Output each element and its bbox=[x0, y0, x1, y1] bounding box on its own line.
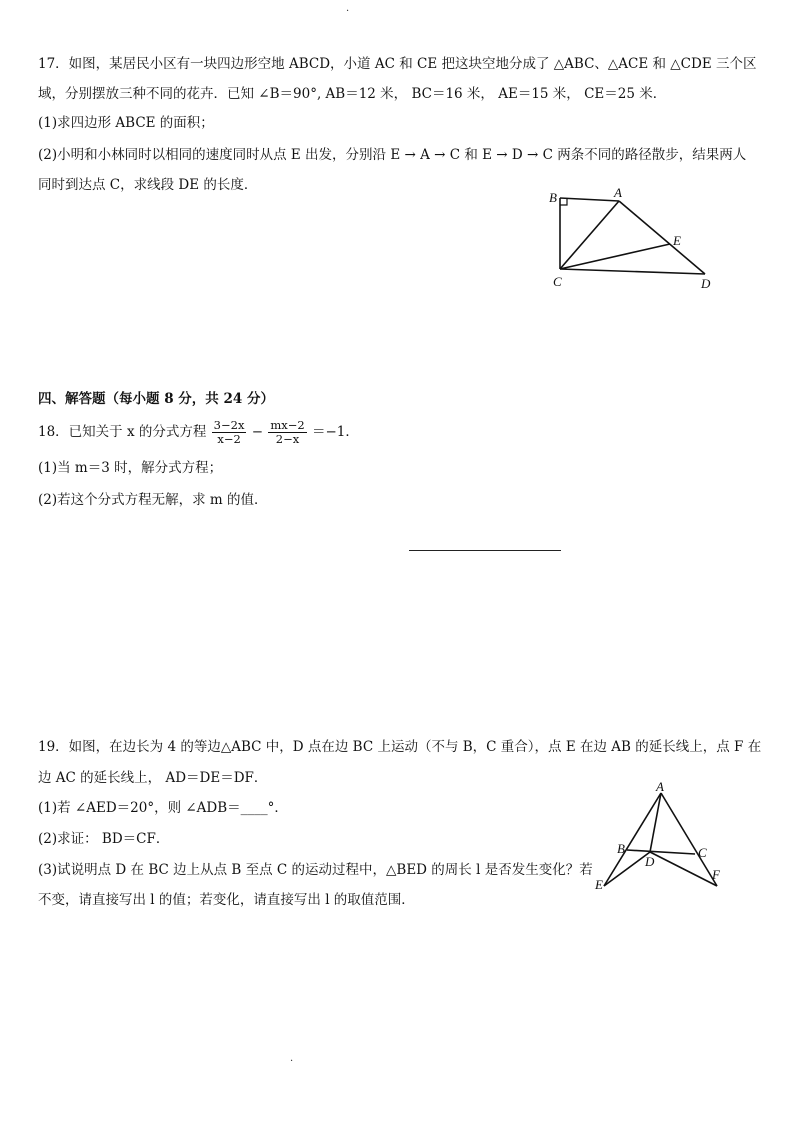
q17-segment-ad bbox=[619, 201, 705, 274]
q19-label-b: B bbox=[617, 841, 625, 856]
q18-part2: (2)若这个分式方程无解，求 m 的值． bbox=[38, 492, 268, 508]
q19-part1: (1)若 ∠AED＝20°，则 ∠ADB＝____°． bbox=[38, 800, 288, 816]
q17-figure bbox=[540, 182, 740, 292]
section4-heading: 四、解答题（每小题 8 分，共 24 分） bbox=[38, 391, 274, 407]
q19-label-a: A bbox=[656, 779, 664, 794]
q19-segment-de bbox=[604, 852, 650, 886]
q19-part3a: (3)试说明点 D 在 BC 边上从点 B 至点 C 的运动过程中，△BED 的周长 l 是否发生变化？若 bbox=[38, 862, 593, 878]
q19-label-c: C bbox=[698, 845, 707, 860]
q18-intro: 18．已知关于 x 的分式方程 bbox=[38, 424, 207, 440]
q19-label-d: D bbox=[645, 854, 655, 869]
q18-part1: (1)当 m＝3 时，解分式方程； bbox=[38, 460, 223, 476]
q19-part2: (2)求证： BD＝CF． bbox=[38, 831, 170, 847]
q17-segment-ab bbox=[560, 198, 619, 201]
q18-equation-line bbox=[38, 418, 359, 446]
q18-fraction-1 bbox=[212, 419, 247, 446]
q17-part2b: 同时到达点 C，求线段 DE 的长度． bbox=[38, 177, 258, 193]
scan-mark-top: · bbox=[346, 6, 350, 17]
q19-figure bbox=[590, 778, 730, 898]
q19-line1: 19．如图，在边长为 4 的等边△ABC 中，D 点在边 BC 上运动（不与 B，C 重合），点 E 在边 AB 的延长线上，点 F 在 bbox=[38, 739, 762, 755]
q18-fraction-2 bbox=[268, 419, 306, 446]
q17-part1: (1)求四边形 ABCE 的面积； bbox=[38, 115, 214, 131]
q18-frac2-numerator: mx−2 bbox=[270, 418, 305, 432]
q17-line1: 17．如图，某居民小区有一块四边形空地 ABCD，小道 AC 和 CE 把这块空地分成了 △ABC、△ACE 和 △CDE 三个区 bbox=[38, 56, 757, 72]
q17-label-a: A bbox=[614, 185, 622, 200]
q17-label-b: B bbox=[549, 190, 557, 205]
q19-segment-bc bbox=[627, 850, 695, 854]
scan-mark-bottom: · bbox=[290, 1056, 294, 1067]
q18-frac1-denominator: x−2 bbox=[217, 432, 241, 446]
q18-rhs: ＝−1． bbox=[311, 424, 359, 440]
q18-frac1-numerator: 3−2x bbox=[213, 418, 245, 432]
q17-part2a: (2)小明和小林同时以相同的速度同时从点 E 出发，分别沿 E → A → C 和 E → D → C 两条不同的路径散步，结果两人 bbox=[38, 147, 747, 163]
q19-label-f: F bbox=[712, 867, 720, 882]
blank-rule bbox=[409, 550, 561, 551]
q19-label-e: E bbox=[595, 877, 603, 892]
q17-label-d: D bbox=[701, 276, 711, 291]
q17-line2: 域，分别摆放三种不同的花卉．已知 ∠B＝90°, AB＝12 米， BC＝16 米， AE＝15 米， CE＝25 米． bbox=[38, 86, 667, 102]
q17-segment-cd bbox=[560, 269, 705, 274]
q17-label-c: C bbox=[553, 274, 562, 289]
q17-segment-ce bbox=[560, 244, 670, 269]
q19-part3b: 不变，请直接写出 l 的值；若变化，请直接写出 l 的取值范围． bbox=[38, 892, 415, 908]
q18-minus: − bbox=[251, 424, 264, 440]
q17-label-e: E bbox=[673, 233, 681, 248]
q17-segment-ac bbox=[560, 201, 619, 269]
q19-line2: 边 AC 的延长线上， AD＝DE＝DF． bbox=[38, 770, 268, 786]
q18-frac2-denominator: 2−x bbox=[275, 432, 300, 446]
